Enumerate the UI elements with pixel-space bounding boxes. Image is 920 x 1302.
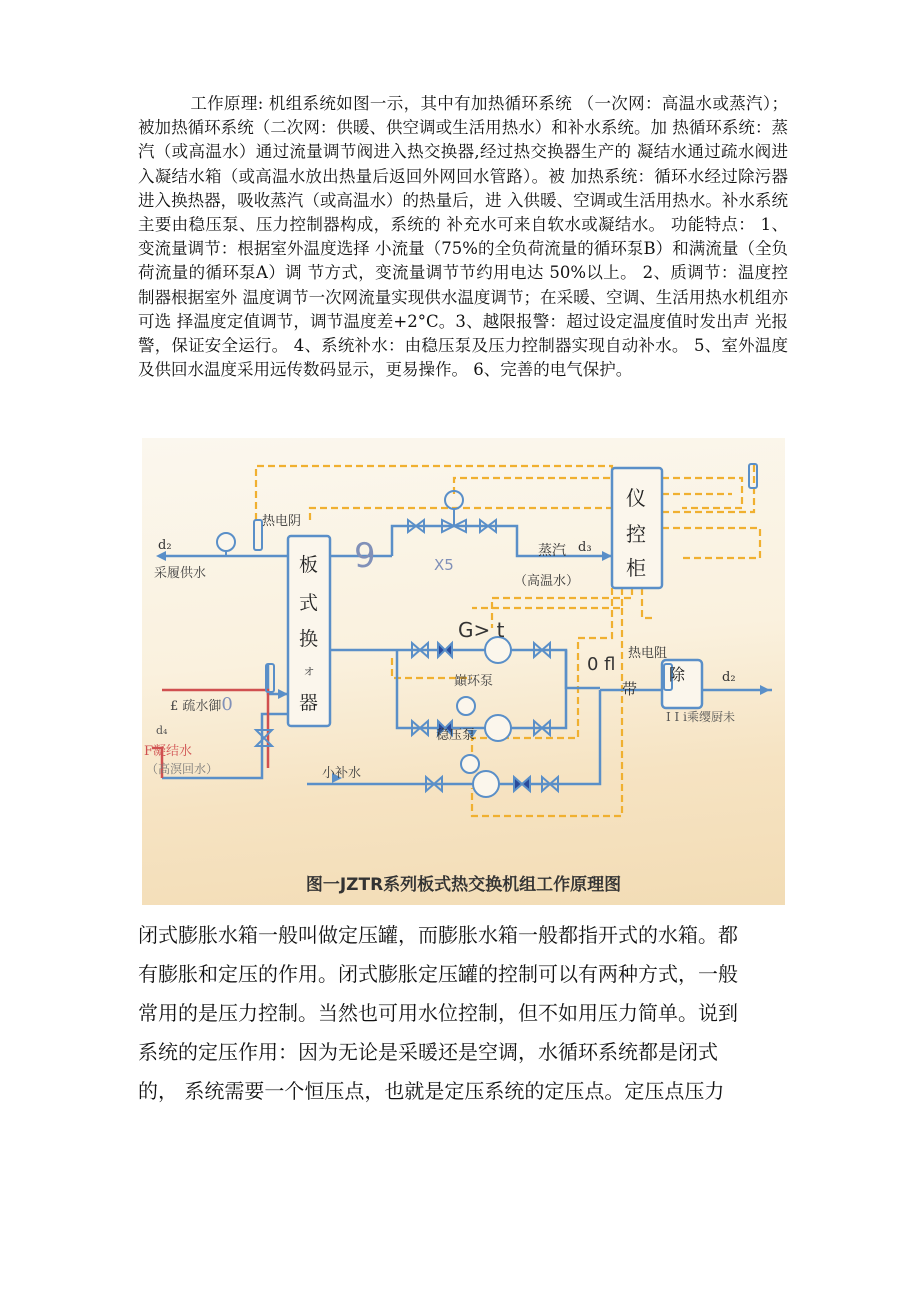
label-steam: 蒸汽 xyxy=(538,543,566,559)
label-d2-right: d₂ xyxy=(722,670,736,685)
label-cabinet-3: 柜 xyxy=(626,556,646,580)
label-drain xyxy=(170,694,233,715)
label-d3: d₃ xyxy=(578,540,592,555)
label-return-right: I I i乘缨厨未 xyxy=(666,710,735,724)
label-drain-zero: 0 xyxy=(221,694,233,715)
label-d2-left: d₂ xyxy=(158,538,172,553)
label-stabilizer: 稳压泵 xyxy=(436,728,476,743)
paragraph-line-4: 系统的定压作用：因为无论是采暖还是空调，水循环系统都是闭式 xyxy=(138,1040,718,1064)
label-condensate: F凝结水 xyxy=(144,744,193,759)
label-d4: d₄ xyxy=(156,724,168,737)
intro-text: 工作原理: 机组系统如图一示，其中有加热循环系统 （一次网：高温水或蒸汽）；被加热循环系统（二次网：供暖、供空调或生活用热水）和补水系统。加 热循环系统：蒸汽（或高温水）通过流量调节阀进入热交换器,经过热交换器生产的 凝结水通过疏水阀进入凝结水箱（或高温水放出热量后返回外网回水管路）。被 加热系统：循环水经过除污器进入换热器，吸收蒸汽（或高温水）的热量后，进 入供暖、空调或生活用热水。补水系统主要由稳压泵、压力控制器构成，系统的 补充水可来自软水或凝结水。 功能特点： 1、变流量调节：根据室外温度选择 小流量（75%的全负荷流量的循环泵B）和满流量（全负荷流量的循环泵A）调 节方式，变流量调节节约用电达 50%以上。 2、质调节：温度控制器根据室外 温度调节一次网流量实现供水温度调节；在采暖、空调、生活用热水机组亦可选 择温度定值调节，调节温度差+2°C。3、越限报警：超过设定温度值时发出声 光报警，保证安全运行。 4、系统补水：由稳压泵及压力控制器实现自动补水。 5、室外温度及供回水温度采用远传数码显示，更易操作。 6、完善的电气保护。 xyxy=(138,94,788,380)
label-high-return: （高溟回水） xyxy=(146,762,219,776)
label-hot-water: （高温水） xyxy=(514,574,580,589)
label-exchanger-1: 板 xyxy=(299,554,319,576)
label-small-makeup: 小补水 xyxy=(322,766,362,781)
label-exchanger-5: 器 xyxy=(299,692,319,714)
label-exchanger-3: 换 xyxy=(299,628,319,650)
label-drain-text: £ 疏水御 xyxy=(170,699,222,714)
label-supply: 采履供水 xyxy=(154,566,207,581)
figure-caption: 图一JZTR系列板式热交换机组工作原理图 xyxy=(305,875,622,895)
label-heat-res-right: 热电阻 xyxy=(628,646,668,661)
label-remover: 除 xyxy=(669,665,686,684)
paragraph-line-2: 有膨胀和定压的作用。闭式膨胀定压罐的控制可以有两种方式，一般 xyxy=(138,962,738,986)
pipe-network xyxy=(160,526,772,784)
label-exchanger-4: ォ xyxy=(302,663,316,679)
label-nine: 9 xyxy=(354,536,376,576)
paragraph-line-3: 常用的是压力控制。当然也可用水位控制，但不如用压力简单。说到 xyxy=(138,1001,738,1025)
label-exchanger-2: 式 xyxy=(299,592,319,614)
label-zero-fl: 0 fl xyxy=(587,654,616,675)
pumps xyxy=(473,637,511,797)
label-x5: X5 xyxy=(434,556,454,574)
paragraph-line-1: 闭式膨胀水箱一般叫做定压罐，而膨胀水箱一般都指开式的水箱。都 xyxy=(138,923,738,947)
label-dai: 带 xyxy=(622,680,638,698)
intro-paragraph xyxy=(138,92,788,382)
label-g-t: G> t xyxy=(458,618,505,642)
label-circ-pump: 巔环泵 xyxy=(454,674,494,689)
paragraph-line-5: 的， 系统需要一个恒压点，也就是定压系统的定压点。定压点压力 xyxy=(138,1079,725,1103)
label-cabinet-2: 控 xyxy=(626,522,646,546)
label-cabinet-1: 仪 xyxy=(626,486,646,510)
expansion-tank-paragraph xyxy=(138,916,788,1111)
schematic-figure xyxy=(142,438,785,905)
label-heat-res-left: 热电阴 xyxy=(262,514,302,529)
